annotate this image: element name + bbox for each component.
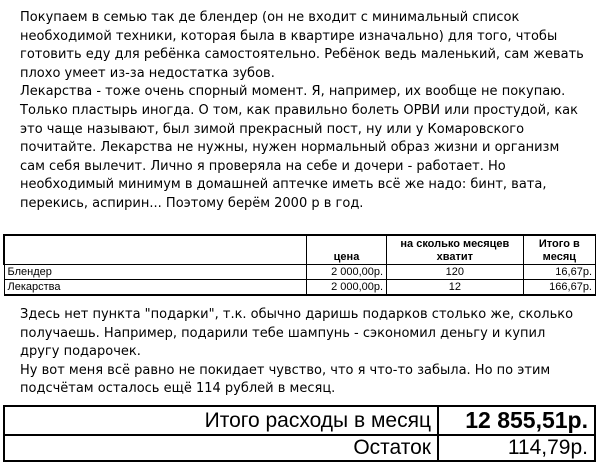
row-monthly: 16,67р. bbox=[523, 265, 595, 280]
total-expenses-row bbox=[4, 406, 595, 435]
header-monthly: Итого в месяц bbox=[523, 235, 595, 265]
row-price: 2 000,00р. bbox=[306, 280, 386, 296]
header-price: цена bbox=[306, 235, 386, 265]
totals-table bbox=[3, 405, 596, 462]
header-duration: на сколько месяцев хватит bbox=[387, 235, 524, 265]
row-months: 120 bbox=[387, 265, 524, 280]
row-item-name: Блендер bbox=[4, 265, 306, 280]
row-monthly: 166,67р. bbox=[523, 280, 595, 296]
intro-paragraph: Покупаем в семью так де блендер (он не входит с минимальный список необходимой техники, которая была в квартире изначально) для того, чтобы готовить еду для ребёнка самостоятельно. Ребёнок ведь маленький, сам жевать плохо умеет из-за недостатка зубов. Лекарства - тоже очень спорный момент. Я, например, их вообще не покупаю. Только пластырь иногда. О том, как правильно болеть ОРВИ или простудой, как это чаще называют, был зимой прекрасный пост, ну или у Комаровского почитайте. Лекарства не нужны, нужен нормальный образ жизни и организм сам себя вылечит. Лично я проверяла на себе и дочери - работает. Но необходимый минимум в домашней аптечке иметь всё же надо: бинт, вата, перекись, аспирин... Поэтому берём 2000 р в год. bbox=[20, 10, 584, 211]
remainder-row bbox=[4, 435, 595, 461]
outro-paragraph: Здесь нет пункта "подарки", т.к. обычно даришь подарков столько же, сколько получаешь. Например, подарили тебе шампунь - сэкономил деньгу и купил другу подарочек. Ну вот меня всё равно не покидает чувство, что я что-то забыла. Но по этим подсчётам осталось ещё 114 рублей в месяц. bbox=[20, 307, 574, 397]
expenses-table bbox=[3, 234, 596, 296]
table-row bbox=[4, 265, 596, 280]
row-months: 12 bbox=[387, 280, 524, 296]
header-item-blank bbox=[4, 235, 306, 265]
total-expenses-label: Итого расходы в месяц bbox=[4, 406, 438, 435]
remainder-label: Остаток bbox=[4, 435, 438, 461]
row-price: 2 000,00р. bbox=[306, 265, 386, 280]
total-expenses-value: 12 855,51р. bbox=[438, 406, 595, 435]
remainder-value: 114,79р. bbox=[438, 435, 595, 461]
table-row bbox=[4, 280, 596, 296]
row-item-name: Лекарства bbox=[4, 280, 306, 296]
table-header-row bbox=[4, 235, 596, 265]
